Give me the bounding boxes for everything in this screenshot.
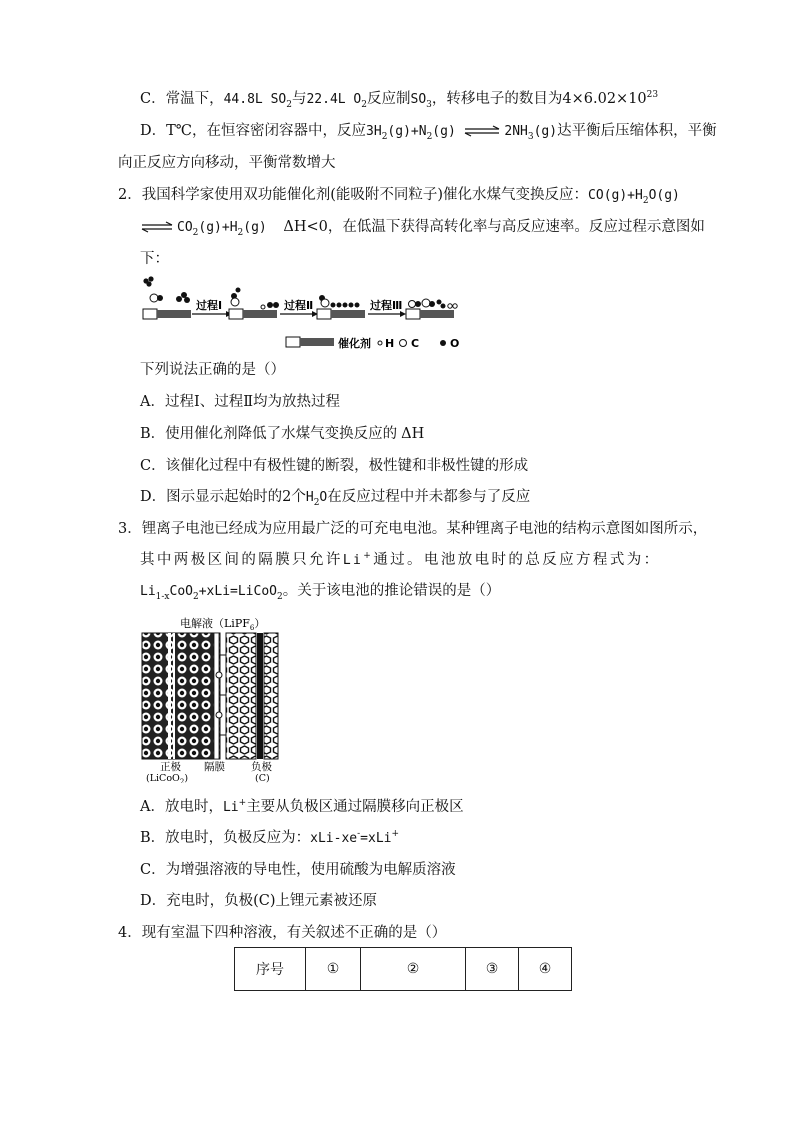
q2-stem-line3: 下： — [140, 251, 169, 267]
text: 在反应过程中并未都参与了反应 — [327, 489, 531, 505]
negative-electrode-formula: (C) — [255, 773, 270, 783]
text: 主要从负极区通过隔膜移向正极区 — [246, 799, 464, 815]
table-row — [235, 948, 572, 991]
q3-option-c: C．为增强溶液的导电性，使用硫酸为电解质溶液 — [140, 862, 456, 878]
q3-stem-line3: $Li_{1-x}CoO_2+xLi=LiCoO_2$。关于该电池的推论错误的是（） — [140, 583, 501, 602]
formula: CoO — [169, 584, 193, 599]
q3-option-d: D．充电时，负极(C)上锂元素被还原 — [140, 893, 378, 909]
text: D．T℃，在恒容密闭容器中，反应 — [140, 123, 367, 139]
exponent: 23 — [646, 90, 659, 101]
formula: O — [319, 490, 328, 505]
q1-option-d-line2: 向正反应方向移动，平衡常数增大 — [118, 155, 336, 171]
q2-option-c: C．该催化过程中有极性键的断裂，极性键和非极性键的形成 — [140, 458, 529, 474]
q2-option-d: D．图示显示起始时的2个$H_2O$在反应过程中并未都参与了反应 — [140, 489, 531, 508]
q3-option-b: B．放电时，负极反应为：xLi-xe-=xLi+ — [140, 829, 400, 846]
formula: Li — [222, 800, 239, 815]
formula: SO — [410, 92, 427, 107]
formula: 44.8L SO — [223, 92, 287, 107]
formula: H — [305, 490, 314, 505]
formula: (g)+N — [387, 124, 427, 139]
text: 反应制 — [367, 91, 411, 107]
legend-catalyst: 催化剂 — [338, 337, 371, 350]
q3-stem-line1: 3．锂离子电池已经成为应用最广泛的可充电电池。某种锂离子电池的结构示意图如图所示， — [118, 521, 708, 537]
electrolyte-label: 电解液（LiPF$_6$） — [180, 617, 266, 632]
formula: (g) — [243, 220, 267, 235]
formula: O(g) — [648, 188, 680, 203]
value: 4×6.02×10 — [562, 91, 647, 107]
table-header-cell: ③ — [466, 948, 519, 991]
process3-label: 过程Ⅲ — [370, 299, 403, 312]
process1-label: 过程Ⅰ — [196, 299, 223, 312]
text: ，转移电子的数目为 — [431, 91, 563, 107]
formula: Li — [140, 584, 156, 599]
formula: xLi-xe — [310, 831, 358, 846]
text: 。关于该电池的推论错误的是（） — [282, 583, 501, 599]
formula: (g)+H — [198, 220, 238, 235]
text: 2．我国科学家使用双功能催化剂(能吸附不同粒子)催化水煤气变换反应： — [118, 187, 589, 203]
q4-stem: 4．现有室温下四种溶液，有关叙述不正确的是（） — [118, 925, 447, 941]
delta-h: ΔH — [401, 426, 425, 442]
positive-electrode-label: 正极 — [160, 761, 181, 773]
q2-option-b — [140, 424, 424, 444]
legend-o: O — [450, 337, 460, 350]
text: 达平衡后压缩体积，平衡 — [557, 123, 717, 139]
q2-question: 下列说法正确的是（） — [140, 362, 285, 378]
separator-label: 隔膜 — [204, 761, 225, 773]
formula: CO(g)+H — [588, 188, 643, 203]
table-header-cell: ④ — [519, 948, 572, 991]
negative-electrode-label: 负极 — [251, 761, 272, 773]
formula: +xLi=LiCoO — [198, 584, 277, 599]
equilibrium-arrow-icon — [140, 221, 174, 233]
q1-option-d-line1: D．T℃，在恒容密闭容器中，反应$3H_2(g)+N_2(g)$ $2NH_3(g)$达平衡后压缩体积，平衡 — [140, 123, 717, 142]
table-header-cell: ① — [306, 948, 361, 991]
formula: (g) — [533, 124, 558, 139]
q2-stem-line1: 2．我国科学家使用双功能催化剂(能吸附不同粒子)催化水煤气变换反应：$CO(g)+H_2O(g)$ — [118, 187, 680, 206]
text: A．放电时， — [140, 799, 223, 815]
table-header-cell: 序号 — [235, 948, 306, 991]
text: D．图示显示起始时的2个 — [140, 489, 306, 505]
equilibrium-arrow-icon — [463, 125, 501, 137]
q2-option-a: A．过程Ⅰ、过程Ⅱ均为放热过程 — [140, 394, 341, 410]
subscript: 1-x — [155, 591, 170, 602]
process2-label: 过程Ⅱ — [284, 299, 314, 312]
formula: (g) — [432, 124, 456, 139]
text: <0，在低温下获得高转化率与高反应速率。反应过程示意图如 — [306, 219, 705, 235]
formula: CO — [177, 220, 193, 235]
delta-h: ΔH — [283, 219, 307, 235]
q3-option-a: A．放电时，Li+主要从负极区通过隔膜移向正极区 — [140, 798, 464, 815]
text: 通过。电池放电时的总反应方程式为： — [373, 552, 661, 568]
formula: 2NH — [504, 124, 528, 139]
formula: 3H — [366, 124, 382, 139]
battery-structure-diagram — [140, 615, 280, 783]
q2-stem-line2: $CO_2(g)+H_2(g)$ ΔH<0，在低温下获得高转化率与高反应速率。反应过程示意图如 — [140, 217, 705, 238]
q3-stem-line2: 其中两极区间的隔膜只允许Li+通过。电池放电时的总反应方程式为： — [140, 551, 661, 568]
text: 其中两极区间的隔膜只允许 — [140, 552, 343, 568]
positive-electrode-formula: (LiCoO$_2$) — [146, 773, 189, 783]
table-header-cell: ② — [361, 948, 466, 991]
formula: 22.4L O — [306, 92, 362, 107]
text: B．使用催化剂降低了水煤气变换反应的 — [140, 426, 398, 442]
text: 与 — [291, 91, 307, 107]
reaction-process-diagram — [140, 274, 470, 354]
solutions-table — [234, 947, 572, 991]
text: C．常温下， — [140, 91, 224, 107]
q1-option-c: C．常温下，44.8L $SO_2$与22.4L $O_2$反应制$SO_3$，转移电子的数目为$4\times 6.02\times 10^{23}$ — [140, 90, 659, 110]
legend-h: H — [385, 337, 395, 350]
formula: =xLi — [360, 831, 392, 846]
text: B．放电时，负极反应为： — [140, 830, 311, 846]
legend-c: C — [411, 337, 420, 350]
formula: Li — [342, 553, 364, 568]
